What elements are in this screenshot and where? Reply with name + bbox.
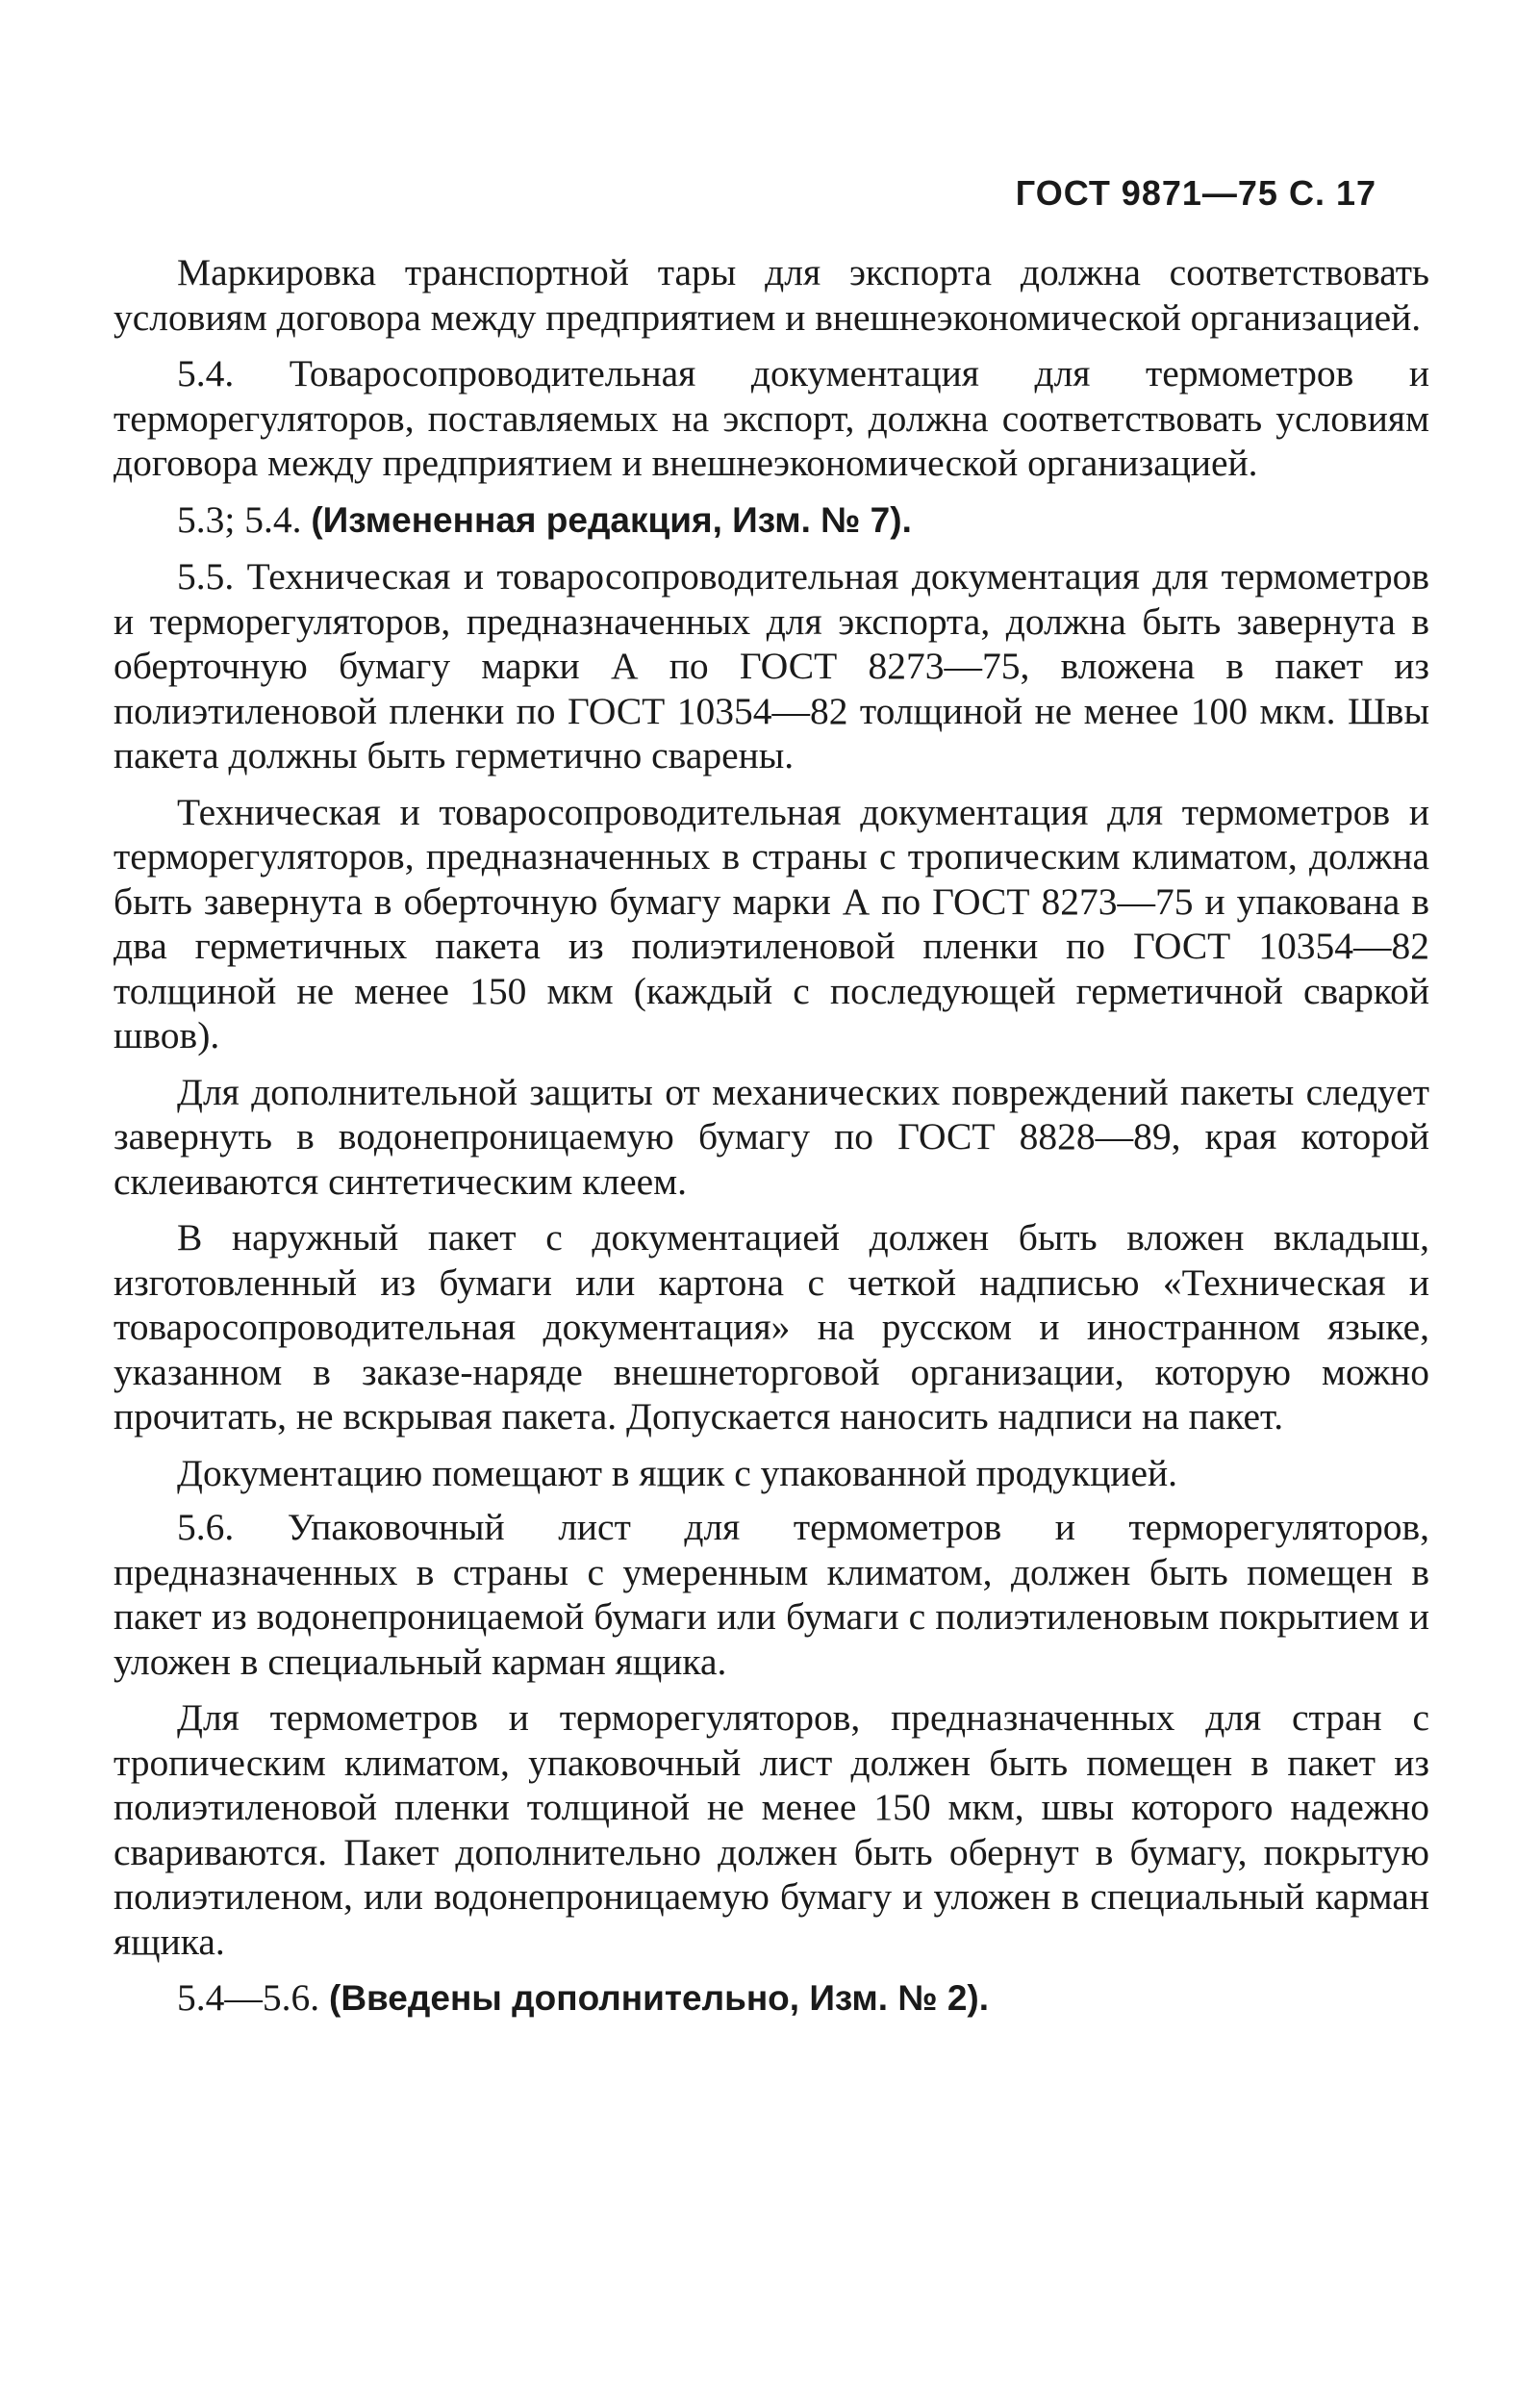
paragraph-tropical-packing-list: Для термометров и терморегуляторов, предназначенных для стран с тропическим климатом, упаковочный лист должен быть помещен в пакет из полиэтиленовой пленки толщиной не менее 150 мкм, швы которого надежно свариваются. Пакет дополнительно должен быть обернут в бумагу, покрытую полиэтиленом, или водонепроницаемую бумагу и уложен в специальный карман ящика. xyxy=(114,1696,1429,1963)
paragraph-amendment-2 xyxy=(114,1975,1429,2022)
paragraph-marking: Маркировка транспортной тары для экспорта должна соответствовать условиям договора между предприятием и внешнеэкономической организацией. xyxy=(114,251,1429,339)
paragraph-additional-protection: Для дополнительной защиты от механических повреждений пакеты следует завернуть в водонепроницаемую бумагу по ГОСТ 8828—89, края которой склеиваются синтетическим клеем. xyxy=(114,1070,1429,1203)
amendment-note: (Измененная редакция, Изм. № 7). xyxy=(311,499,912,540)
amendment-note: (Введены дополнительно, Изм. № 2). xyxy=(329,1978,990,2018)
paragraph-docs-placement: Документацию помещают в ящик с упакованной продукцией. xyxy=(177,1451,1178,1494)
paragraph-5-5: 5.5. Техническая и товаросопроводительная документация для термометров и терморегуляторов, предназначенных для экспорта, должна быть завернута в оберточную бумагу марки А по ГОСТ 8273—75, вложена в пакет из полиэтиленовой пленки по ГОСТ 10354—82 толщиной не менее 100 мкм. Швы пакета должны быть герметично сварены. xyxy=(114,555,1429,776)
amendment-clause-ref: 5.4—5.6. xyxy=(177,1976,329,2019)
running-header: ГОСТ 9871—75 С. 17 xyxy=(1015,173,1376,213)
document-body xyxy=(114,250,1429,2033)
paragraph-5-4: 5.4. Товаросопроводительная документация для термометров и терморегуляторов, поставляемых на экспорт, должна соответствовать условиям договора между предприятием и внешнеэкономической организацией. xyxy=(114,352,1429,484)
paragraph-tropical-docs: Техническая и товаросопроводительная документация для термометров и терморегуляторов, предназначенных в страны с тропическим климатом, должна быть завернута в оберточную бумагу марки А по ГОСТ 8273—75 и упакована в два герметичных пакета из полиэтиленовой пленки по ГОСТ 10354—82 толщиной не менее 150 мкм (каждый с последующей герметичной сваркой швов). xyxy=(114,790,1429,1056)
paragraph-5-6: 5.6. Упаковочный лист для термометров и терморегуляторов, предназначенных в страны с умеренным климатом, должен быть помещен в пакет из водонепроницаемой бумаги или бумаги с полиэтиленовым покрытием и уложен в специальный карман ящика. xyxy=(114,1506,1429,1683)
paragraph-amendment-7 xyxy=(114,497,1429,544)
paragraph-insert: В наружный пакет с документацией должен быть вложен вкладыш, изготовленный из бумаги или картона с четкой надписью «Техническая и товаросопроводительная документация» на русском и иностранном языке, указанном в заказе-наряде внешнеторговой организации, которую можно прочитать, не вскрывая пакета. Допускается наносить надписи на пакет. xyxy=(114,1216,1429,1438)
amendment-clause-ref: 5.3; 5.4. xyxy=(177,497,312,541)
